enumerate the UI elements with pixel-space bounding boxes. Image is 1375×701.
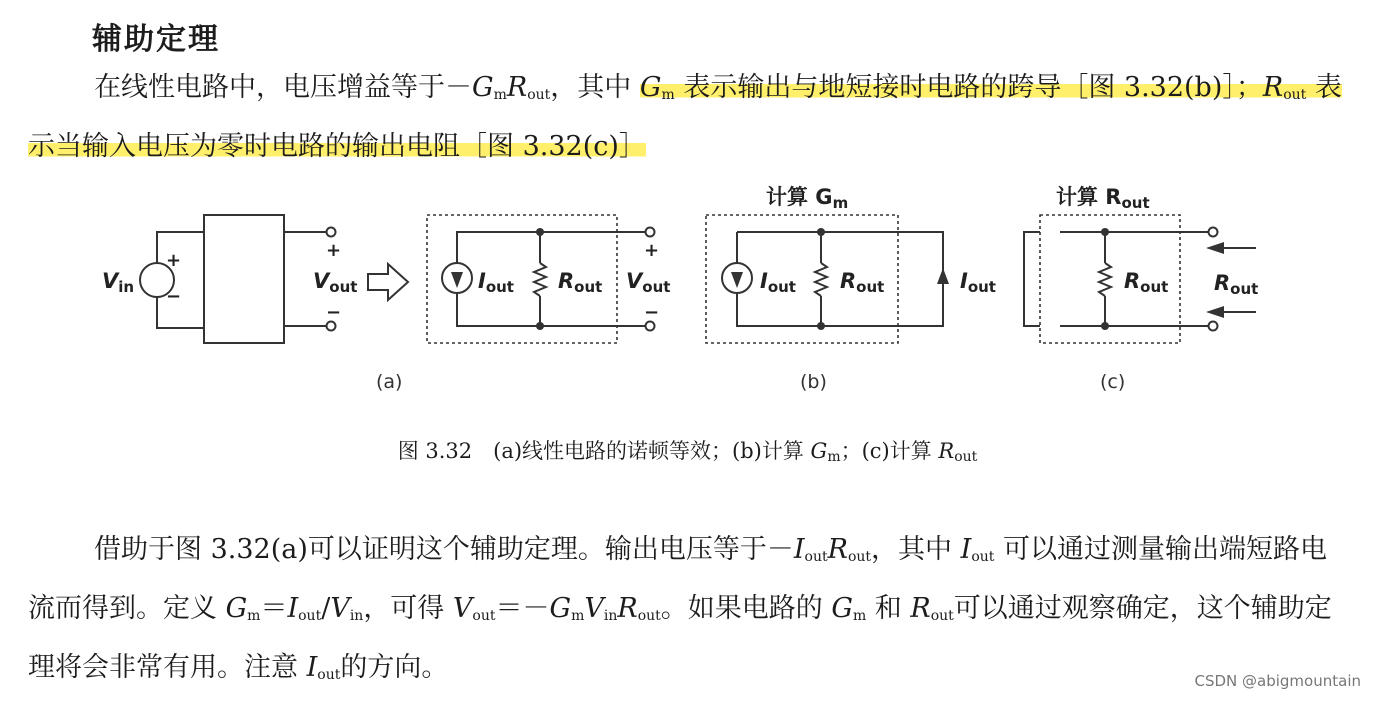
paragraph-proof: 借助于图 3.32(a)可以证明这个辅助定理。输出电压等于$-I_{out}R_{out}$，其中 $I_{out}$ 可以通过测量输出端短路电流而得到。定义 $G_m=I_{out}/V_{in}$，可得 $V_{out}=-G_mV_{in}R_{out}$。如果电路的 $G_m$ 和 $R_{out}$可以通过观察确定，这个辅助定理将会非常有用。注意 $I_{out}$的方向。 bbox=[28, 534, 1332, 683]
rout-label-c: Rout bbox=[840, 269, 885, 296]
plus-sign: + bbox=[166, 250, 182, 271]
calc-rout-title: 计算 Rout bbox=[1056, 185, 1150, 212]
circuit-figure bbox=[0, 160, 1375, 430]
vout-label-a: Vout bbox=[313, 269, 358, 296]
iout-label-b: Iout bbox=[478, 269, 514, 296]
minus-sign: − bbox=[166, 286, 182, 307]
svg-text:−: − bbox=[326, 302, 342, 323]
svg-text:+: + bbox=[326, 240, 342, 261]
subfigure-label-c: (c) bbox=[1100, 371, 1126, 393]
rout-label-b: Rout bbox=[558, 269, 603, 296]
arrow-icon bbox=[368, 264, 408, 300]
subfigure-label-b: (b) bbox=[800, 371, 827, 393]
watermark: CSDN @abigmountain bbox=[1194, 672, 1361, 690]
highlight-gm: $G_m$ 表示输出与地短接时电路的跨导［图 3.32(b)］； bbox=[639, 72, 1263, 103]
iout-label-short: Iout bbox=[960, 269, 996, 296]
left-arrow-icon bbox=[1206, 306, 1224, 318]
paragraph-intro: 在线性电路中，电压增益等于$-G_mR_{out}$，其中 $G_m$ 表示输出与地短接时电路的跨导［图 3.32(b)］；$R_{out}$ 表示当输入电压为零时电路的输出电阻［图 3.32(c)］ bbox=[28, 72, 1342, 162]
vin-label: Vin bbox=[102, 269, 135, 296]
highlight-rout: $R_{out}$ 表示当输入电压为零时电路的输出电阻［图 3.32(c)］ bbox=[28, 72, 1342, 162]
calc-gm-title: 计算 Gm bbox=[766, 185, 849, 212]
left-arrow-icon bbox=[1206, 242, 1224, 254]
section-heading: 辅助定理 bbox=[92, 22, 220, 57]
rout-label-measure: Rout bbox=[1214, 271, 1259, 298]
subfigure-label-a: (a) bbox=[376, 371, 403, 393]
svg-text:−: − bbox=[644, 302, 660, 323]
linear-circuit-box bbox=[204, 215, 284, 343]
figure-caption: 图 3.32 (a)线性电路的诺顿等效；(b)计算 $G_m$；(c)计算 $R_{out}$ bbox=[397, 439, 978, 465]
rout-label-d: Rout bbox=[1124, 269, 1169, 296]
iout-label-c: Iout bbox=[760, 269, 796, 296]
svg-text:+: + bbox=[644, 240, 660, 261]
vout-label-b: Vout bbox=[626, 269, 671, 296]
up-arrow-icon bbox=[937, 268, 949, 284]
